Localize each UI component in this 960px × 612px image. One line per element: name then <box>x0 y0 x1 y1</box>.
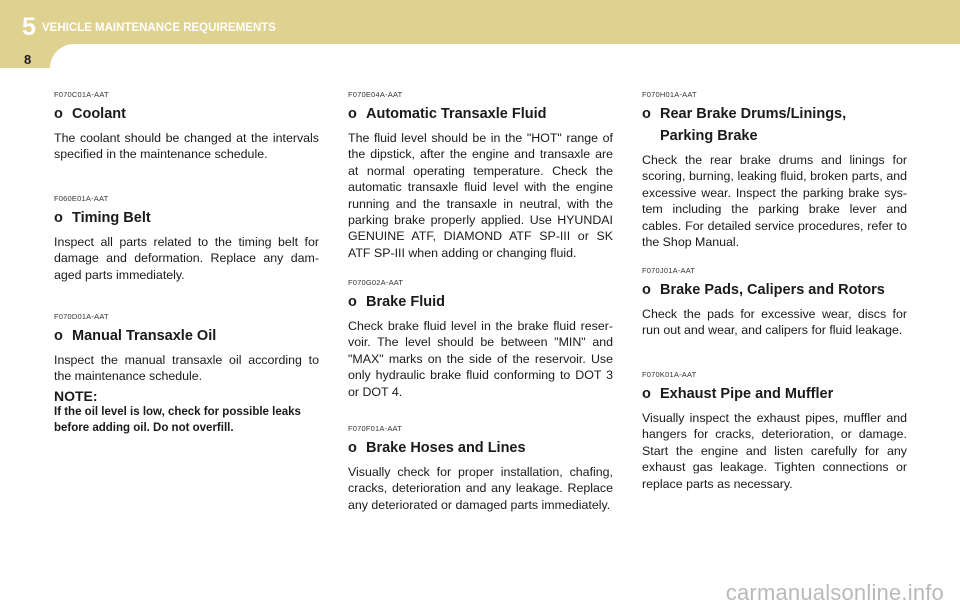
bullet-icon: o <box>54 106 63 122</box>
section-body: Visually inspect the exhaust pipes, muffler and hangers for cracks, deterioration, or damage. Start the engine and listen carefully for any exhaust gas leakage. Tighten connections or replace parts as necessary. <box>642 411 907 491</box>
section-title: Rear Brake Drums/Linings, <box>660 106 847 122</box>
section-body: Inspect all parts related to the timing belt for damage and deformation. Replace any dam-aged parts immediately. <box>54 235 319 282</box>
section-code: F070J01A-AAT <box>642 266 696 275</box>
section-title: Exhaust Pipe and Muffler <box>660 386 834 402</box>
section-brake-pads <box>642 266 907 339</box>
section-heading <box>54 103 319 125</box>
chapter-number: 5 <box>22 13 36 41</box>
section-title: Brake Fluid <box>366 294 445 310</box>
section-heading <box>642 279 907 301</box>
bullet-icon: o <box>348 440 357 456</box>
note-text: If the oil level is low, check for possible leaks before adding oil. Do not overfill. <box>54 406 301 434</box>
section-heading <box>54 325 319 347</box>
section-title: Automatic Transaxle Fluid <box>366 106 547 122</box>
section-timing-belt <box>54 194 319 283</box>
section-brake-hoses-and-lines <box>348 424 613 513</box>
section-body: The fluid level should be in the "HOT" range of the dipstick, after the engine and transaxle are at normal operating temperature. Check the automatic transaxle fluid level with the engine running and the transaxle in neutral, with the parking brake properly applied. Use HYUNDAI GENUINE ATF, DIAMOND ATF SP-III or SK ATF SP-III when adding or changing fluid. <box>348 131 613 260</box>
section-body: Check the pads for excessive wear, discs for run out and wear, and calipers for fluid leakage. <box>642 307 907 338</box>
watermark: carmanualsonline.info <box>725 580 944 605</box>
section-heading <box>348 291 613 313</box>
section-heading <box>348 437 613 459</box>
section-coolant <box>54 90 319 163</box>
section-code: F060E01A-AAT <box>54 194 109 203</box>
section-body: Visually check for proper installation, chafing, cracks, deterioration and any leakage. Replace any deteriorated or damaged parts immediately. <box>348 465 613 512</box>
section-title: Manual Transaxle Oil <box>72 328 217 344</box>
page-number: 8 <box>24 52 32 67</box>
section-manual-transaxle-oil <box>54 312 319 385</box>
bullet-icon: o <box>54 210 63 226</box>
header-cutout <box>50 44 960 68</box>
section-code: F070G02A-AAT <box>348 278 404 287</box>
section-code: F070K01A-AAT <box>642 370 697 379</box>
section-body: Inspect the manual transaxle oil according to the maintenance schedule. <box>54 353 319 384</box>
bullet-icon: o <box>642 282 651 298</box>
section-code: F070C01A-AAT <box>54 90 109 99</box>
section-heading <box>348 103 613 125</box>
section-body: Check the rear brake drums and linings for scoring, burning, leaking fluid, broken parts, and excessive wear. Inspect the parking brake sys-tem including the parking brake lever and cables. For detailed service procedures, refer to the Shop Manual. <box>642 153 907 250</box>
section-brake-fluid <box>348 278 613 400</box>
section-title: Brake Pads, Calipers and Rotors <box>660 282 885 298</box>
note-label: NOTE: <box>54 388 98 404</box>
section-code: F070D01A-AAT <box>54 312 109 321</box>
section-body: Check brake fluid level in the brake fluid reser-voir. The level should be between "MIN" and "MAX" marks on the side of the reservoir. Use only hydraulic brake fluid conforming to DOT 3 or DOT 4. <box>348 319 613 399</box>
section-heading <box>642 103 907 147</box>
bullet-icon: o <box>54 328 63 344</box>
section-code: F070H01A-AAT <box>642 90 697 99</box>
section-title: Coolant <box>72 106 126 122</box>
note <box>54 388 319 436</box>
section-exhaust-pipe <box>642 370 907 492</box>
section-code: F070E04A-AAT <box>348 90 403 99</box>
section-title: Brake Hoses and Lines <box>366 440 526 456</box>
bullet-icon: o <box>348 294 357 310</box>
section-heading <box>54 207 319 229</box>
section-heading <box>642 383 907 405</box>
section-code: F070F01A-AAT <box>348 424 402 433</box>
bullet-icon: o <box>348 106 357 122</box>
section-automatic-transaxle-fluid <box>348 90 613 261</box>
section-rear-brake-drums <box>642 90 907 250</box>
section-body: The coolant should be changed at the intervals specified in the maintenance schedule. <box>54 131 319 162</box>
bullet-icon: o <box>642 106 651 122</box>
section-title: Timing Belt <box>72 210 151 226</box>
bullet-icon: o <box>642 386 651 402</box>
section-title-continued: Parking Brake <box>660 128 758 144</box>
chapter-title: VEHICLE MAINTENANCE REQUIREMENTS <box>42 22 276 34</box>
